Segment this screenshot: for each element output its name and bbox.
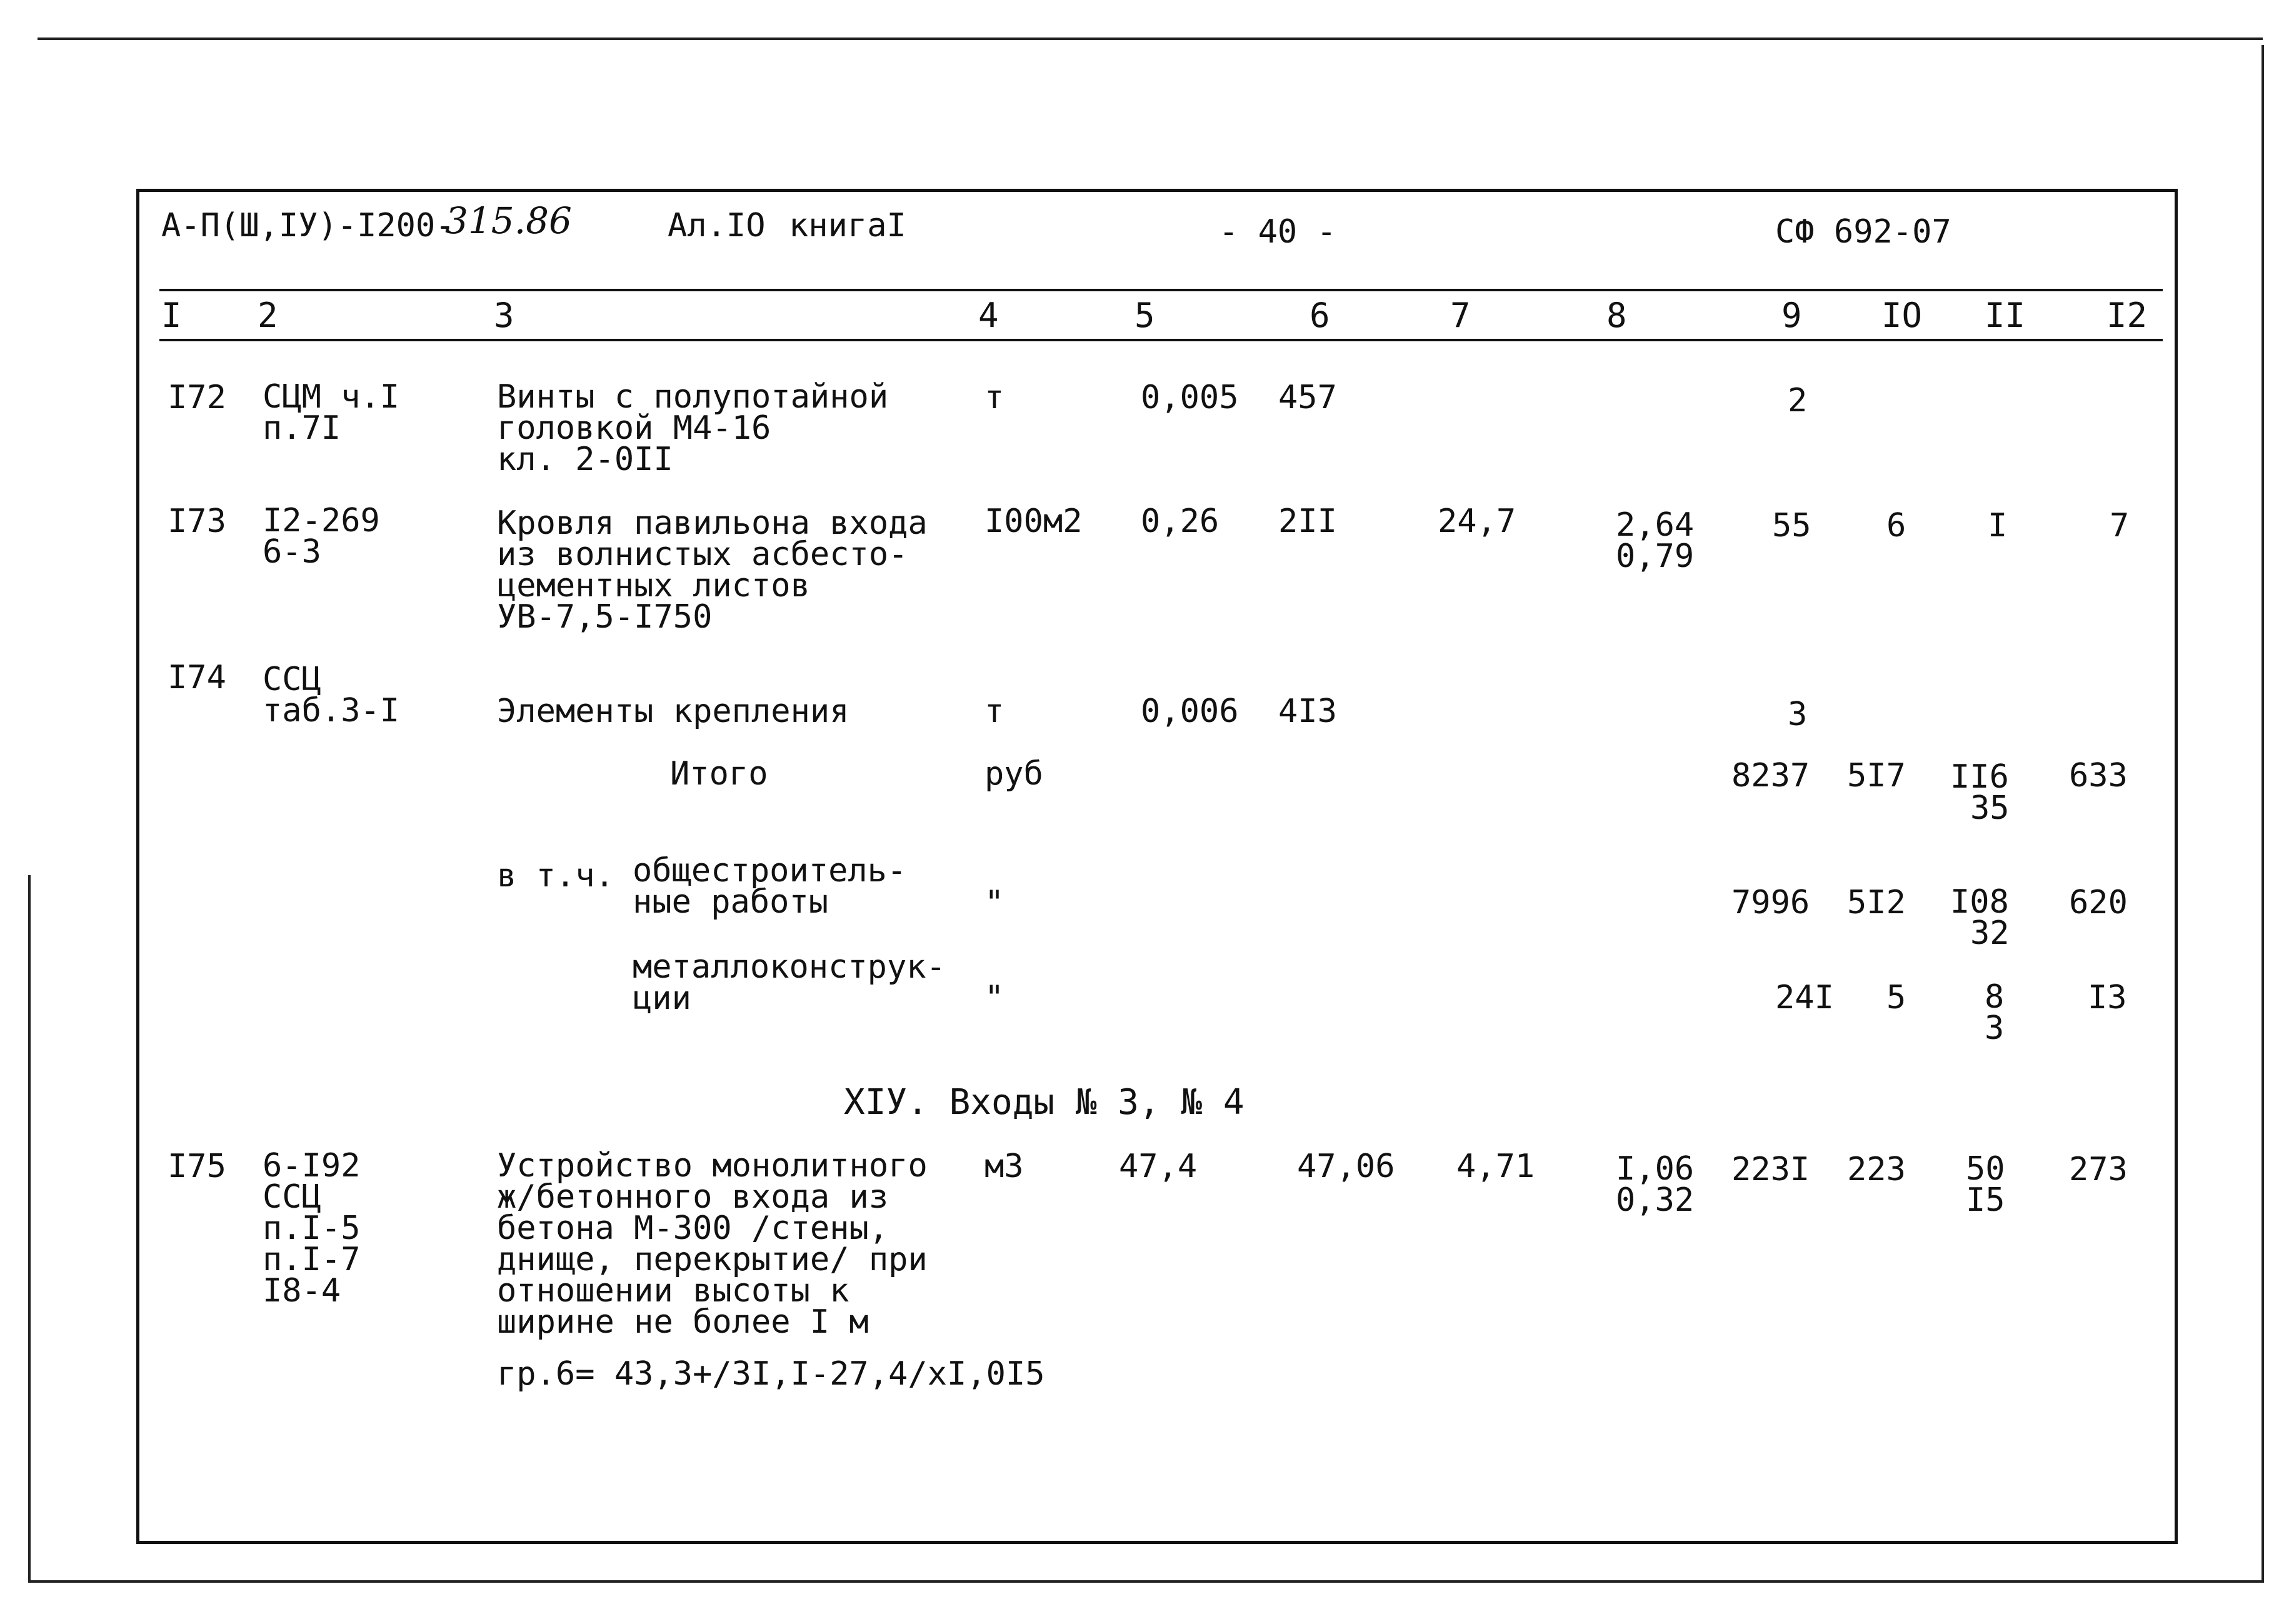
column-header-2: 2 <box>258 296 278 335</box>
page-number: - 40 - <box>1219 213 1336 251</box>
row-173-col8: 2,64 0,79 <box>1616 506 1695 575</box>
metal-structures-unit: " <box>984 979 1004 1016</box>
general-works-label: общестроитель- ные работы <box>633 852 907 921</box>
row-174-col9: 3 <box>1788 696 1808 733</box>
row-173-quantity: 0,26 <box>1141 503 1220 540</box>
section-heading: XIУ. Входы № 3, № 4 <box>844 1082 1245 1123</box>
document-code: А-П(Ш,IУ)-I200- <box>161 207 455 244</box>
general-works-unit: " <box>984 884 1004 921</box>
row-175-unit: м3 <box>984 1148 1024 1185</box>
column-header-6: 6 <box>1310 296 1330 335</box>
scan-edge-right <box>2261 45 2264 1583</box>
row-175-number: I75 <box>168 1148 226 1185</box>
row-175-formula: гр.6= 43,3+/3I,I-27,4/хI,0I5 <box>497 1355 1045 1393</box>
row-173-reference: I2-269 6-3 <box>263 502 380 571</box>
column-header-3: 3 <box>494 296 514 335</box>
metal-structures-col10: 5 <box>1886 979 1906 1016</box>
row-175-description: Устройство монолитного ж/бетонного входа из бетона М-300 /стены, днище, перекрытие/ при отношении высоты к ширине не более I м <box>497 1147 928 1341</box>
row-175-col12: 273 <box>2069 1151 2128 1188</box>
row-172-unit: т <box>984 379 1004 416</box>
book-number: книгаI <box>789 207 906 244</box>
stamp-code: СФ 692-07 <box>1775 213 1951 251</box>
totals-unit: руб <box>984 755 1043 793</box>
scan-edge-top <box>38 38 2263 40</box>
column-header-7: 7 <box>1450 296 1471 335</box>
row-174-price: 4I3 <box>1278 693 1337 730</box>
row-173-col7: 24,7 <box>1438 503 1516 540</box>
column-header-10: IO <box>1881 296 1923 335</box>
including-prefix: в т.ч. <box>497 857 614 895</box>
album-number: Ал.IO <box>668 207 766 244</box>
document-code-handwritten: 315.86 <box>445 199 572 242</box>
column-header-5: 5 <box>1134 296 1155 335</box>
row-173-price: 2II <box>1278 503 1337 540</box>
row-175-price: 47,06 <box>1297 1148 1395 1185</box>
row-172-quantity: 0,005 <box>1141 379 1239 416</box>
row-173-col10: 6 <box>1886 507 1906 544</box>
row-172-price: 457 <box>1278 379 1337 416</box>
metal-structures-col12: I3 <box>2088 979 2127 1016</box>
totals-label: Итого <box>670 755 768 793</box>
row-173-col9: 55 <box>1772 507 1811 544</box>
row-173-number: I73 <box>168 503 226 540</box>
row-172-number: I72 <box>168 379 226 416</box>
row-174-reference: ССЦ таб.3-I <box>263 661 400 729</box>
row-173-description: Кровля павильона входа из волнистых асбесто- цементных листов УВ-7,5-I750 <box>497 504 928 636</box>
row-174-unit: т <box>984 693 1004 730</box>
header-rule-top <box>159 289 2163 291</box>
scan-edge-bottom <box>28 1580 2264 1583</box>
column-header-1: I <box>161 296 182 335</box>
general-works-col12: 620 <box>2069 884 2128 921</box>
metal-structures-col11: 8 3 <box>1985 978 2005 1047</box>
column-header-8: 8 <box>1606 296 1627 335</box>
general-works-col10: 5I2 <box>1847 884 1906 921</box>
totals-col10: 5I7 <box>1847 757 1906 794</box>
row-175-col9: 223I <box>1731 1151 1810 1188</box>
row-172-reference: СЦМ ч.I п.7I <box>263 378 400 447</box>
column-header-4: 4 <box>978 296 999 335</box>
column-header-11: II <box>1985 296 2026 335</box>
row-174-quantity: 0,006 <box>1141 693 1239 730</box>
row-175-quantity: 47,4 <box>1119 1148 1198 1185</box>
totals-col11: II6 35 <box>1950 758 2010 827</box>
header-rule-bottom <box>159 339 2163 341</box>
scan-edge-left <box>28 875 31 1581</box>
general-works-col9: 7996 <box>1731 884 1810 921</box>
row-172-col9: 2 <box>1788 382 1808 419</box>
general-works-col11: I08 32 <box>1950 883 2010 952</box>
row-174-description: Элементы крепления <box>497 693 849 730</box>
metal-structures-label: металлоконструк- ции <box>633 948 946 1017</box>
row-174-number: I74 <box>168 659 226 696</box>
column-header-12: I2 <box>2106 296 2148 335</box>
row-175-col11: 50 I5 <box>1966 1150 2005 1219</box>
totals-col12: 633 <box>2069 757 2128 794</box>
row-175-col7: 4,71 <box>1456 1148 1535 1185</box>
row-172-description: Винты с полупотайной головкой М4-16 кл. 2-0II <box>497 378 889 478</box>
row-173-col12: 7 <box>2110 507 2130 544</box>
row-175-col8: I,06 0,32 <box>1616 1150 1695 1219</box>
row-175-col10: 223 <box>1847 1151 1906 1188</box>
metal-structures-col9: 24I <box>1775 979 1834 1016</box>
column-header-9: 9 <box>1781 296 1802 335</box>
totals-col9: 8237 <box>1731 757 1810 794</box>
row-173-unit: I00м2 <box>984 503 1083 540</box>
row-173-col11: I <box>1988 507 2008 544</box>
row-175-reference: 6-I92 ССЦ п.I-5 п.I-7 I8-4 <box>263 1147 361 1310</box>
